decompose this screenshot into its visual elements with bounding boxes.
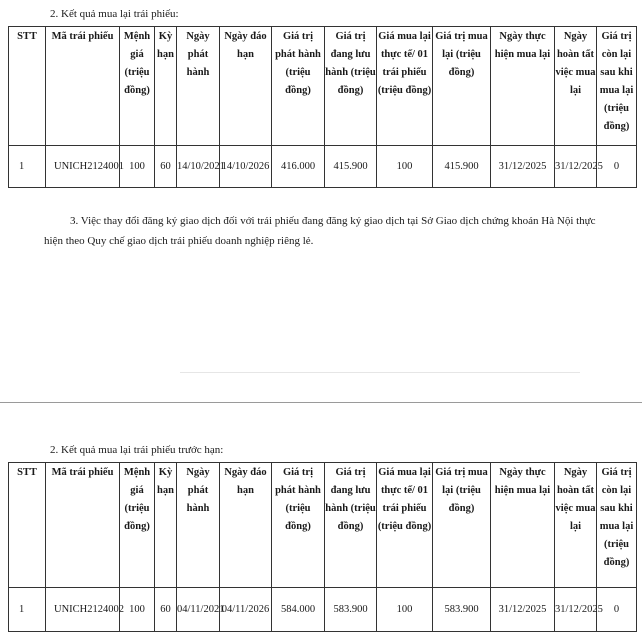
header-cell: Giá mua lại thực tế/ 01 trái phiếu (triệu đồng)	[377, 27, 433, 146]
header-cell: Mệnh giá (triệu đồng)	[120, 463, 155, 588]
table-cell: 416.000	[272, 146, 325, 188]
table-header-row	[9, 27, 637, 146]
section1-heading: 2. Kết quả mua lại trái phiếu:	[50, 8, 179, 20]
header-cell: Kỳ hạn	[155, 463, 177, 588]
bond-table-2	[8, 462, 637, 632]
header-cell: Mã trái phiếu	[46, 463, 120, 588]
header-cell: Giá trị phát hành (triệu đồng)	[272, 27, 325, 146]
table-row	[9, 146, 637, 188]
header-cell: Ngày đáo hạn	[220, 463, 272, 588]
table-cell: 31/12/2025	[491, 588, 555, 632]
table-cell: 415.900	[433, 146, 491, 188]
section2-heading: 2. Kết quả mua lại trái phiếu trước hạn:	[50, 444, 224, 456]
header-cell: Giá trị đang lưu hành (triệu đồng)	[325, 463, 377, 588]
page-divider	[0, 402, 642, 403]
header-cell: Giá mua lại thực tế/ 01 trái phiếu (triệu đồng)	[377, 463, 433, 588]
table-cell: 415.900	[325, 146, 377, 188]
table-cell: 14/10/2021	[177, 146, 220, 188]
header-cell: Mã trái phiếu	[46, 27, 120, 146]
table-cell: 100	[377, 146, 433, 188]
header-cell: Giá trị đang lưu hành (triệu đồng)	[325, 27, 377, 146]
table-cell: 31/12/2025	[555, 146, 597, 188]
table-cell: 04/11/2026	[220, 588, 272, 632]
faint-line	[180, 372, 580, 373]
header-cell: Ngày hoàn tất việc mua lại	[555, 463, 597, 588]
header-cell: Ngày đáo hạn	[220, 27, 272, 146]
header-cell: Ngày phát hành	[177, 463, 220, 588]
header-cell: STT	[9, 27, 46, 146]
table-cell: 583.900	[433, 588, 491, 632]
table-cell: UNICH2124001	[46, 146, 120, 188]
table-cell: 04/11/2021	[177, 588, 220, 632]
table-cell: 31/12/2025	[491, 146, 555, 188]
table-cell: 583.900	[325, 588, 377, 632]
table-header-row	[9, 463, 637, 588]
table-cell: 14/10/2026	[220, 146, 272, 188]
table-cell: 1	[9, 146, 46, 188]
table-cell: 100	[120, 146, 155, 188]
bond-table-1	[8, 26, 637, 188]
header-cell: Ngày phát hành	[177, 27, 220, 146]
table-cell: 0	[597, 146, 637, 188]
header-cell: Ngày thực hiện mua lại	[491, 27, 555, 146]
header-cell: Giá trị mua lại (triệu đồng)	[433, 463, 491, 588]
header-cell: Giá trị phát hành (triệu đồng)	[272, 463, 325, 588]
table-cell: 100	[120, 588, 155, 632]
header-cell: STT	[9, 463, 46, 588]
table-cell: 584.000	[272, 588, 325, 632]
header-cell: Giá trị còn lại sau khi mua lại (triệu đồng)	[597, 463, 637, 588]
header-cell: Kỳ hạn	[155, 27, 177, 146]
paragraph-3: 3. Việc thay đổi đăng ký giao dịch đối với trái phiếu đang đăng ký giao dịch tại Sở Giao dịch chứng khoán Hà Nội thực hiện theo Quy chế giao dịch trái phiếu doanh nghiệp riêng lẻ.	[44, 215, 596, 247]
table-cell: 31/12/2025	[555, 588, 597, 632]
header-cell: Mệnh giá (triệu đồng)	[120, 27, 155, 146]
table-cell: 1	[9, 588, 46, 632]
header-cell: Ngày hoàn tất việc mua lại	[555, 27, 597, 146]
table-cell: UNICH2124002	[46, 588, 120, 632]
table-cell: 60	[155, 146, 177, 188]
table-cell: 60	[155, 588, 177, 632]
table-row	[9, 588, 637, 632]
header-cell: Giá trị mua lại (triệu đồng)	[433, 27, 491, 146]
header-cell: Giá trị còn lại sau khi mua lại (triệu đồng)	[597, 27, 637, 146]
header-cell: Ngày thực hiện mua lại	[491, 463, 555, 588]
table-cell: 0	[597, 588, 637, 632]
table-cell: 100	[377, 588, 433, 632]
